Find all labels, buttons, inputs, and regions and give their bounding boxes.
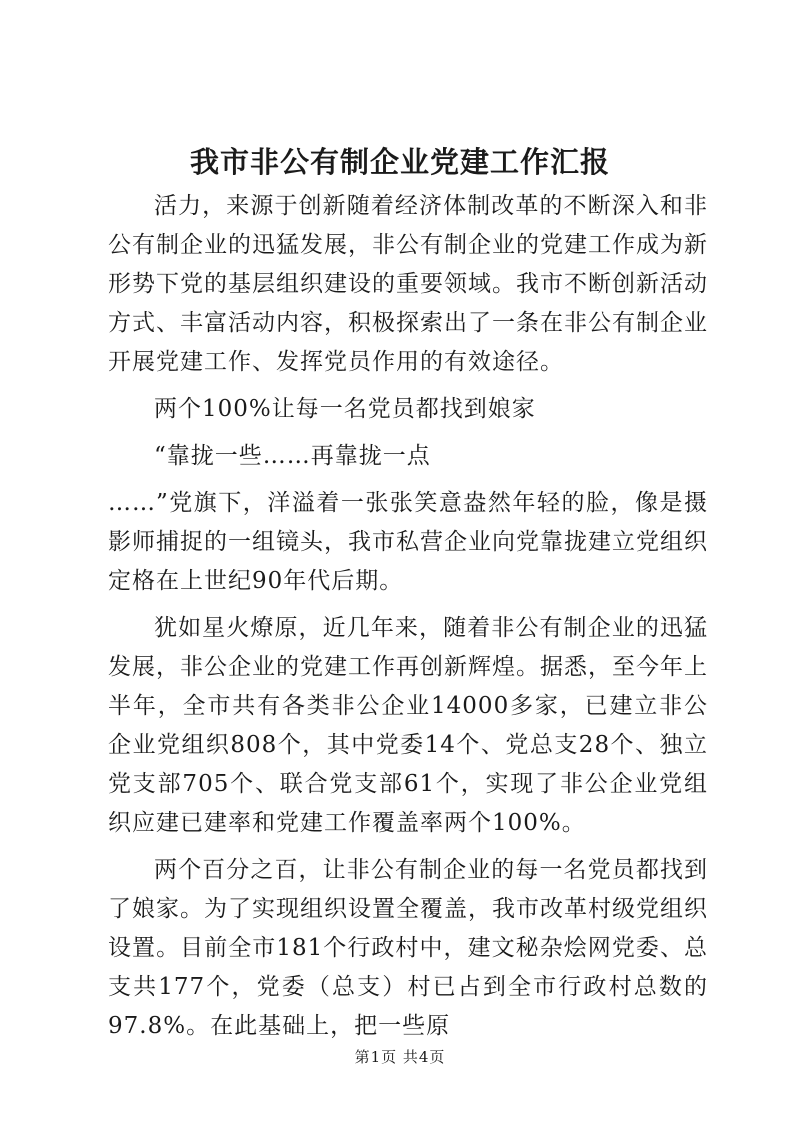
document-title: 我市非公有制企业党建工作汇报: [189, 145, 610, 179]
paragraph-intro: 活力，来源于创新随着经济体制改革的不断深入和非公有制企业的迅猛发展，非公有制企业的党建工作成为新形势下党的基层组织建设的重要领域。我市不断创新活动方式、丰富活动内容，积极探索出了一条在非公有制企业开展党建工作、发挥党员作用的有效途径。: [108, 193, 708, 375]
paragraph-quote-start: “靠拢一些……再靠拢一点: [154, 443, 431, 469]
paragraph-subheading: 两个100%让每一名党员都找到娘家: [154, 396, 536, 422]
document-body: [108, 187, 708, 1046]
paragraph-coverage: 两个百分之百，让非公有制企业的每一名党员都找到了娘家。为了实现组织设置全覆盖，我市改革村级党组织设置。目前全市181个行政村中，建文秘杂烩网党委、总支共177个，党委（总支）村已占到全市行政村总数的97.8%。在此基础上，把一些原: [108, 857, 708, 1039]
paragraph-quote-end: ……”党旗下，洋溢着一张张笑意盎然年轻的脸，像是摄影师捕捉的一组镜头，我市私营企业向党靠拢建立党组织定格在上世纪90年代后期。: [108, 490, 708, 594]
paragraph-statistics: 犹如星火燎原，近几年来，随着非公有制企业的迅猛发展，非公企业的党建工作再创新辉煌。据悉，至今年上半年，全市共有各类非公企业14000多家，已建立非公企业党组织808个，其中党委14个、党总支28个、独立党支部705个、联合党支部61个，实现了非公企业党组织应建已建率和党建工作覆盖率两个100%。: [108, 615, 708, 836]
page-number-footer: 第1页 共4页: [354, 1048, 446, 1066]
